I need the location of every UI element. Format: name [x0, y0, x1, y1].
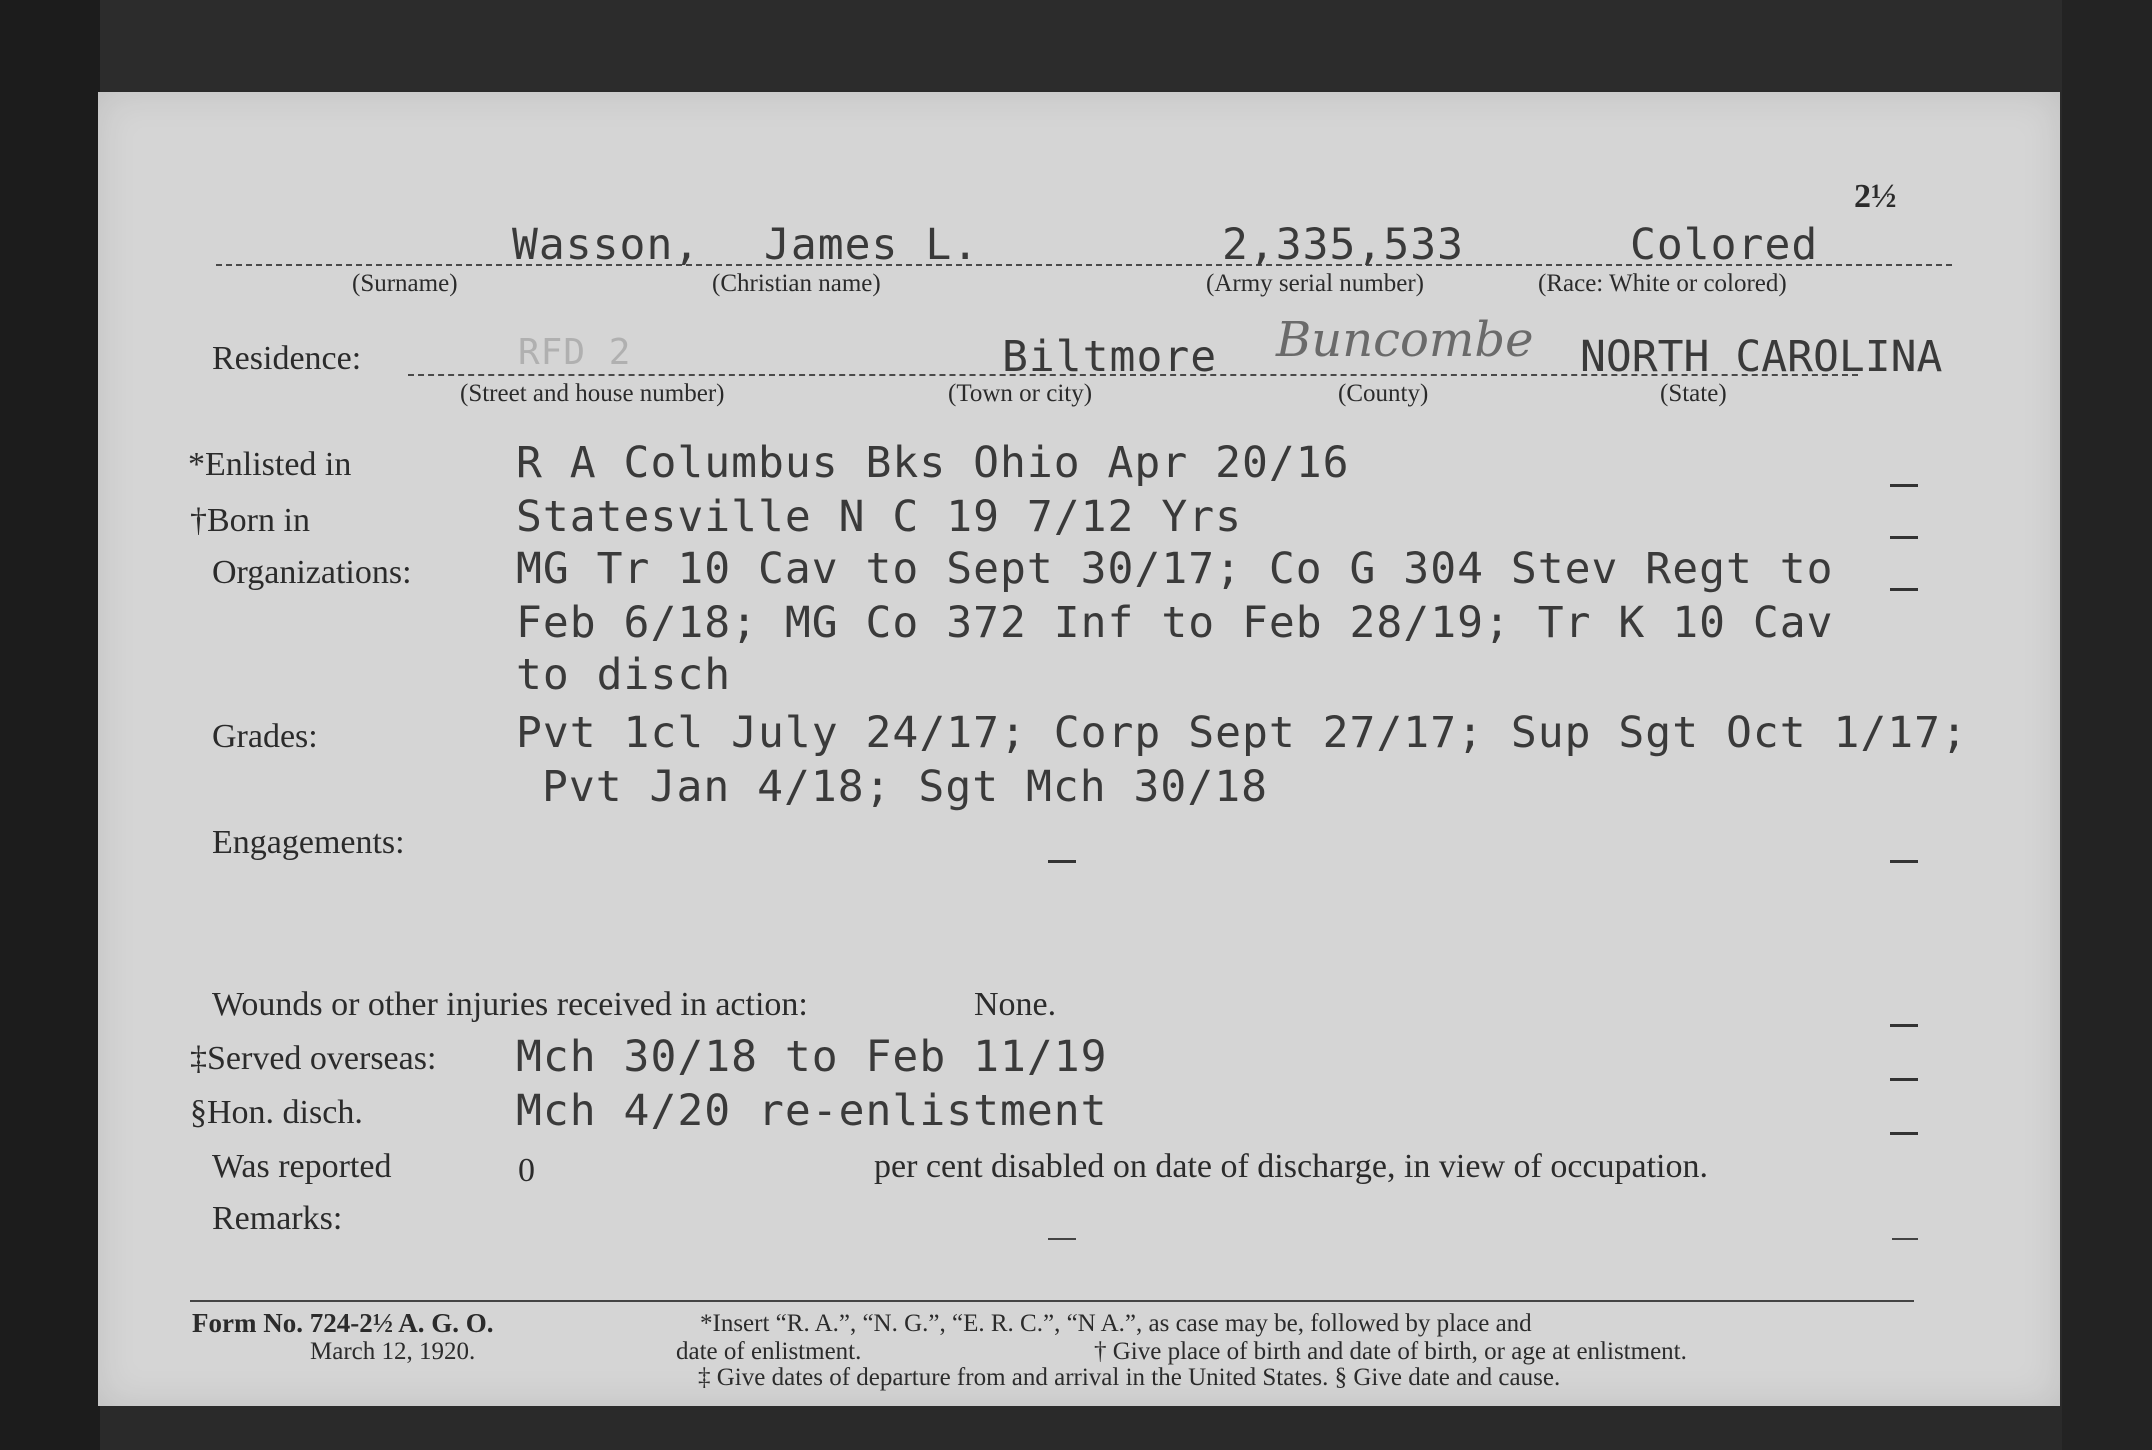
footnote-born: † Give place of birth and date of birth, or age at enlistment. [1094, 1338, 1687, 1365]
state-caption: (State) [1660, 380, 1727, 407]
wounds-value: None. [974, 986, 1057, 1023]
remarks-label: Remarks: [212, 1200, 343, 1237]
race-caption: (Race: White or colored) [1538, 270, 1787, 297]
served-overseas-dash [1890, 1078, 1918, 1081]
hon-disch-value: Mch 4/20 re-enlistment [516, 1086, 1108, 1136]
christian-name-caption: (Christian name) [712, 270, 881, 297]
town-value: Biltmore [1002, 332, 1218, 382]
page-number: 2½ [1854, 178, 1897, 215]
grades-label: Grades: [212, 718, 318, 755]
born-value: Statesville N C 19 7/12 Yrs [516, 492, 1242, 542]
disabled-text: per cent disabled on date of discharge, in view of occupation. [874, 1148, 1708, 1185]
race-value: Colored [1630, 220, 1819, 270]
scan-background-right [2062, 0, 2152, 1450]
county-caption: (County) [1338, 380, 1429, 407]
remarks-dash-center [1048, 1238, 1076, 1240]
organizations-line-1: MG Tr 10 Cav to Sept 30/17; Co G 304 Stev Regt to [516, 544, 1834, 594]
engagements-label: Engagements: [212, 824, 405, 861]
enlisted-label: *Enlisted in [188, 446, 352, 483]
wounds-dash [1890, 1024, 1918, 1027]
street-caption: (Street and house number) [460, 380, 725, 407]
scan-background-top [0, 0, 2152, 90]
organizations-dash [1890, 588, 1918, 591]
was-reported-value: 0 [518, 1152, 535, 1189]
organizations-line-2: Feb 6/18; MG Co 372 Inf to Feb 28/19; Tr K 10 Cav [516, 598, 1834, 648]
served-overseas-value: Mch 30/18 to Feb 11/19 [516, 1032, 1108, 1082]
footnote-enlisted: *Insert “R. A.”, “N. G.”, “E. R. C.”, “N A.”, as case may be, followed by place and [700, 1310, 1532, 1337]
served-overseas-label: ‡Served overseas: [190, 1040, 437, 1077]
grades-line-1: Pvt 1cl July 24/17; Corp Sept 27/17; Sup Sgt Oct 1/17; [516, 708, 1968, 758]
state-value: NORTH CAROLINA [1580, 332, 1943, 382]
surname-caption: (Surname) [352, 270, 458, 297]
engagements-dash-center [1048, 860, 1076, 863]
engagements-dash [1890, 860, 1918, 863]
grades-line-2: Pvt Jan 4/18; Sgt Mch 30/18 [542, 762, 1268, 812]
enlisted-value: R A Columbus Bks Ohio Apr 20/16 [516, 438, 1350, 488]
record-card [98, 92, 2060, 1406]
born-label: †Born in [190, 502, 310, 539]
was-reported-label: Was reported [212, 1148, 392, 1185]
county-value: Buncombe [1276, 312, 1534, 368]
wounds-label: Wounds or other injuries received in action: [212, 986, 808, 1023]
footnote-enlisted-cont: date of enlistment. [676, 1338, 862, 1365]
form-date: March 12, 1920. [310, 1338, 476, 1365]
remarks-dash [1892, 1238, 1918, 1240]
residence-label: Residence: [212, 340, 362, 377]
hon-disch-label: §Hon. disch. [190, 1094, 363, 1131]
born-dash [1890, 536, 1918, 539]
town-caption: (Town or city) [948, 380, 1093, 407]
form-number: Form No. 724-2½ A. G. O. [192, 1308, 494, 1338]
street-value: RFD 2 [518, 332, 632, 373]
footnote-overseas-disch: ‡ Give dates of departure from and arrival in the United States. § Give date and cause. [698, 1364, 1561, 1391]
scan-background-left [0, 0, 100, 1450]
serial-caption: (Army serial number) [1206, 270, 1424, 297]
enlisted-dash [1890, 484, 1918, 487]
christian-name-value: James L. [764, 220, 980, 270]
organizations-line-3: to disch [516, 650, 732, 700]
hon-disch-dash [1890, 1132, 1918, 1135]
serial-number-value: 2,335,533 [1222, 220, 1464, 270]
footer-rule [190, 1300, 1914, 1302]
organizations-label: Organizations: [212, 554, 412, 591]
surname-value: Wasson, [512, 220, 701, 270]
